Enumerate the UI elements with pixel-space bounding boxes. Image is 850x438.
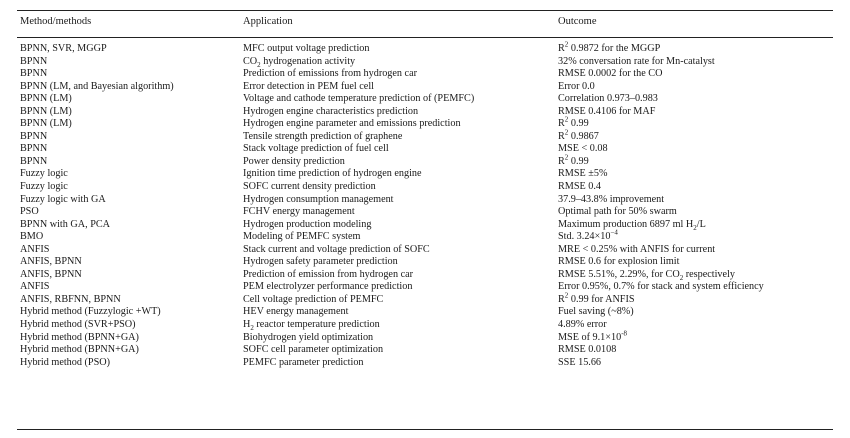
cell-application: FCHV energy management bbox=[243, 206, 355, 218]
cell-outcome: $R^2$ 0.9872 for the MGGP bbox=[558, 40, 661, 54]
cell-outcome: Std. $3.24\times 10^{-4}$ bbox=[558, 228, 618, 243]
cell-outcome: Fuel saving (~8%) bbox=[558, 306, 634, 318]
cell-method: BMO bbox=[20, 231, 44, 243]
cell-method: BPNN with GA, PCA bbox=[20, 218, 111, 230]
table-row bbox=[0, 56, 850, 69]
cell-method: Fuzzy logic with GA bbox=[20, 193, 106, 205]
cell-application: PEM electrolyzer performance prediction bbox=[243, 281, 413, 293]
cell-method: BPNN bbox=[20, 130, 48, 142]
cell-method: BPNN bbox=[20, 68, 48, 80]
cell-outcome: Correlation 0.973–0.983 bbox=[558, 93, 658, 105]
table-row bbox=[0, 168, 850, 181]
table-row bbox=[0, 344, 850, 357]
cell-application: PEMFC parameter prediction bbox=[243, 356, 364, 368]
cell-method: PSO bbox=[20, 206, 39, 218]
cell-outcome: Optimal path for 50% swarm bbox=[558, 206, 677, 218]
cell-application: SOFC current density prediction bbox=[243, 181, 376, 193]
cell-method: ANFIS bbox=[20, 243, 50, 255]
cell-outcome: 32% conversation rate for Mn-catalyst bbox=[558, 55, 715, 67]
table-row bbox=[0, 206, 850, 219]
cell-application: $H_2$ reactor temperature prediction bbox=[243, 319, 380, 333]
cell-outcome: $R^2$ 0.9867 bbox=[558, 128, 599, 142]
table-top-rule bbox=[17, 10, 833, 11]
cell-outcome: MSE < 0.08 bbox=[558, 143, 608, 155]
cell-outcome: $R^2$ 0.99 bbox=[558, 153, 589, 167]
header-application: Application bbox=[243, 16, 293, 27]
cell-outcome: RMSE 0.4106 for MAF bbox=[558, 105, 656, 117]
cell-outcome: $R^2$ 0.99 for ANFIS bbox=[558, 291, 635, 305]
cell-application: Ignition time prediction of hydrogen engine bbox=[243, 168, 422, 180]
table-row bbox=[0, 194, 850, 207]
cell-method: BPNN (LM) bbox=[20, 118, 72, 130]
cell-method: ANFIS bbox=[20, 281, 50, 293]
cell-method: Hybrid method (BPNN+GA) bbox=[20, 331, 139, 343]
cell-outcome: $R^2$ 0.99 bbox=[558, 115, 589, 130]
cell-method: BPNN (LM) bbox=[20, 93, 72, 105]
cell-outcome: RMSE 0.0108 bbox=[558, 344, 617, 356]
cell-application: Stack voltage prediction of fuel cell bbox=[243, 143, 389, 155]
cell-application: MFC output voltage prediction bbox=[243, 43, 370, 54]
table-row bbox=[0, 81, 850, 94]
cell-method: Hybrid method (SVR+PSO) bbox=[20, 319, 136, 331]
cell-application: Tensile strength prediction of graphene bbox=[243, 130, 403, 142]
cell-method: ANFIS, BPNN bbox=[20, 268, 82, 280]
cell-outcome: MSE of $9.1\times 10^{-8}$ bbox=[558, 329, 628, 343]
table-row bbox=[0, 128, 850, 144]
table-header-rule bbox=[17, 37, 833, 38]
cell-outcome: 37.9–43.8% improvement bbox=[558, 193, 665, 205]
cell-outcome: Error 0.95%, 0.7% for stack and system efficiency bbox=[558, 281, 764, 293]
table-body bbox=[0, 40, 850, 369]
table-row bbox=[0, 68, 850, 81]
cell-outcome: Error 0.0 bbox=[558, 80, 595, 92]
table-row bbox=[0, 40, 850, 56]
cell-application: Biohydrogen yield optimization bbox=[243, 331, 374, 343]
cell-outcome: RMSE 0.0002 for the CO bbox=[558, 68, 663, 80]
table-row bbox=[0, 244, 850, 257]
cell-application: Hydrogen production modeling bbox=[243, 218, 372, 230]
cell-method: BPNN (LM) bbox=[20, 105, 72, 117]
cell-outcome: 4.89% error bbox=[558, 319, 607, 331]
cell-application: Modeling of PEMFC system bbox=[243, 231, 361, 243]
cell-method: Fuzzy logic bbox=[20, 181, 68, 193]
cell-outcome: MRE < 0.25% with ANFIS for current bbox=[558, 243, 716, 255]
table-row bbox=[0, 269, 850, 282]
cell-application: Hydrogen engine characteristics prediction bbox=[243, 105, 419, 117]
header-outcome: Outcome bbox=[558, 16, 597, 27]
cell-method: BPNN bbox=[20, 55, 48, 67]
cell-method: Hybrid method (PSO) bbox=[20, 356, 110, 368]
table-row bbox=[0, 106, 850, 119]
cell-application: Prediction of emission from hydrogen car bbox=[243, 268, 414, 280]
table-row bbox=[0, 306, 850, 319]
cell-method: BPNN bbox=[20, 155, 48, 167]
table-row bbox=[0, 143, 850, 156]
cell-application: Hydrogen engine parameter and emissions prediction bbox=[243, 118, 461, 130]
table-row bbox=[0, 93, 850, 106]
cell-application: HEV energy management bbox=[243, 306, 349, 318]
table-row bbox=[0, 281, 850, 294]
table-row bbox=[0, 228, 850, 244]
table-row bbox=[0, 256, 850, 269]
cell-application: Cell voltage prediction of PEMFC bbox=[243, 293, 384, 305]
cell-method: ANFIS, RBFNN, BPNN bbox=[20, 293, 121, 305]
cell-method: Hybrid method (Fuzzylogic +WT) bbox=[20, 306, 161, 318]
cell-method: Fuzzy logic bbox=[20, 168, 68, 180]
cell-application: SOFC cell parameter optimization bbox=[243, 344, 384, 356]
cell-outcome: SSE 15.66 bbox=[558, 356, 602, 368]
table-row bbox=[0, 319, 850, 332]
table-bottom-rule bbox=[17, 429, 833, 430]
cell-application: Hydrogen safety parameter prediction bbox=[243, 256, 398, 268]
table-row bbox=[0, 153, 850, 169]
cell-application: Hydrogen consumption management bbox=[243, 193, 394, 205]
cell-application: Prediction of emissions from hydrogen car bbox=[243, 68, 417, 80]
cell-outcome: RMSE 5.51%, 2.29%, for $CO_2$ respectively bbox=[558, 268, 735, 282]
cell-outcome: RMSE 0.4 bbox=[558, 181, 602, 193]
cell-outcome: RMSE 0.6 for explosion limit bbox=[558, 256, 680, 268]
cell-application: Voltage and cathode temperature prediction of (PEMFC) bbox=[243, 93, 475, 105]
cell-application: Power density prediction bbox=[243, 155, 345, 167]
cell-method: BPNN (LM, and Bayesian algorithm) bbox=[20, 80, 174, 92]
table-row bbox=[0, 357, 850, 370]
table-row bbox=[0, 219, 850, 232]
table-row bbox=[0, 291, 850, 307]
cell-method: BPNN, SVR, MGGP bbox=[20, 43, 107, 54]
header-method: Method/methods bbox=[20, 16, 92, 27]
cell-method: BPNN bbox=[20, 143, 48, 155]
cell-outcome: RMSE ±5% bbox=[558, 168, 608, 180]
cell-application: Stack current and voltage prediction of SOFC bbox=[243, 243, 430, 255]
table-row bbox=[0, 329, 850, 345]
cell-application: Error detection in PEM fuel cell bbox=[243, 80, 374, 92]
cell-method: ANFIS, BPNN bbox=[20, 256, 82, 268]
cell-method: Hybrid method (BPNN+GA) bbox=[20, 344, 139, 356]
table-row bbox=[0, 115, 850, 131]
cell-outcome: Maximum production 6897 ml $H_2/L$ bbox=[558, 218, 706, 232]
cell-application: $CO_2$ hydrogenation activity bbox=[243, 55, 356, 69]
table-row bbox=[0, 181, 850, 194]
